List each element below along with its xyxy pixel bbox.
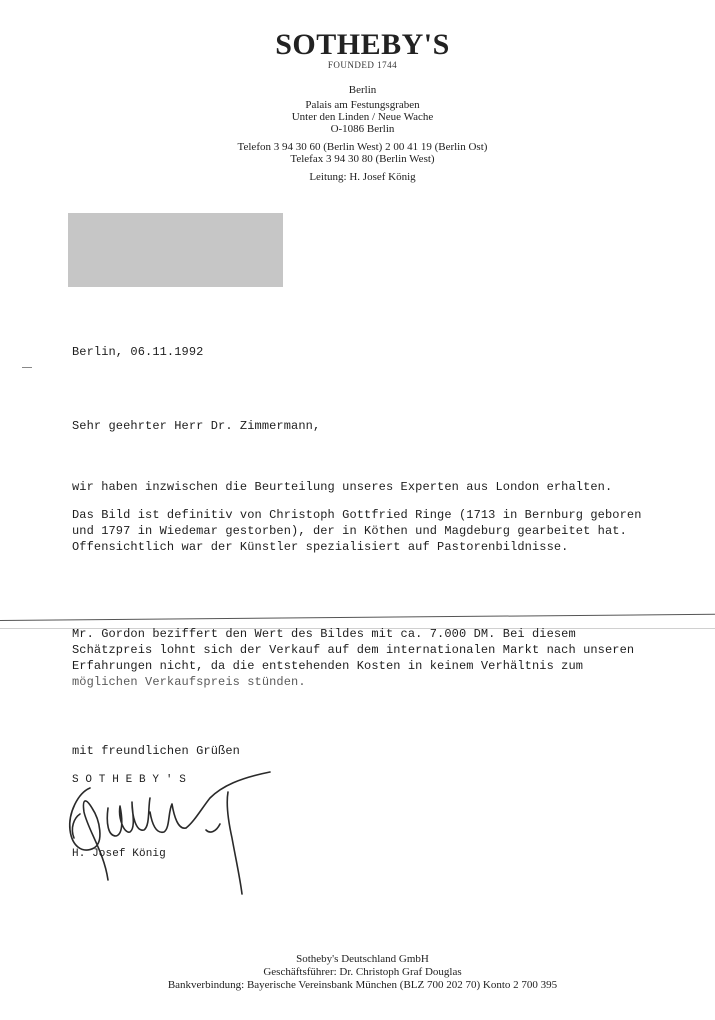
paragraph-3-line: Schätzpreis lohnt sich der Verkauf auf dem internationalen Markt nach unseren [72,643,635,657]
letterhead-director: Leitung: H. Josef König [309,171,416,183]
letterhead-phone: Telefon 3 94 30 60 (Berlin West) 2 00 41 19 (Berlin Ost) [237,141,488,153]
letterhead-city: Berlin [348,84,377,96]
footer-company: Sotheby's Deutschland GmbH [296,953,429,965]
signer-name: H. Josef König [72,848,166,860]
fold-crease [0,614,715,621]
footer-bank-details: Bankverbindung: Bayerische Vereinsbank München (BLZ 700 202 70) Konto 2 700 395 [167,979,558,991]
footer-managing-director: Geschäftsführer: Dr. Christoph Graf Douglas [263,966,462,978]
paragraph-3-line: möglichen Verkaufspreis stünden. [72,675,306,689]
letterhead-address-3: O-1086 Berlin [330,123,395,135]
closing: mit freundlichen Grüßen [72,744,240,758]
paragraph-3-line: Mr. Gordon beziffert den Wert des Bildes mit ca. 7.000 DM. Bei diesem [72,627,576,641]
letterhead-address-2: Unter den Linden / Neue Wache [291,111,434,123]
company-signature-line: S O T H E B Y ' S [72,774,186,786]
paragraph-2-line: und 1797 in Wiedemar gestorben), der in Köthen und Magdeburg gearbeitet hat. [72,524,627,538]
fold-mark [22,367,32,368]
founded-line: FOUNDED 1744 [327,60,398,70]
handwritten-signature [60,768,280,898]
redacted-address-block [68,213,283,287]
paragraph-2-line: Offensichtlich war der Künstler spezialisiert auf Pastorenbildnisse. [72,540,569,554]
paragraph-2-line: Das Bild ist definitiv von Christoph Gottfried Ringe (1713 in Bernburg geboren [72,508,642,522]
letterhead-fax: Telefax 3 94 30 80 (Berlin West) [290,153,435,165]
paragraph-1: wir haben inzwischen die Beurteilung unseres Experten aus London erhalten. [72,480,613,494]
salutation: Sehr geehrter Herr Dr. Zimmermann, [72,419,321,433]
sothebys-logo: SOTHEBY'S [275,28,450,61]
letter-date: Berlin, 06.11.1992 [72,345,204,359]
letterhead-address-1: Palais am Festungsgraben [305,99,420,111]
paragraph-3-line: Erfahrungen nicht, da die entstehenden Kosten in keinem Verhältnis zum [72,659,584,673]
